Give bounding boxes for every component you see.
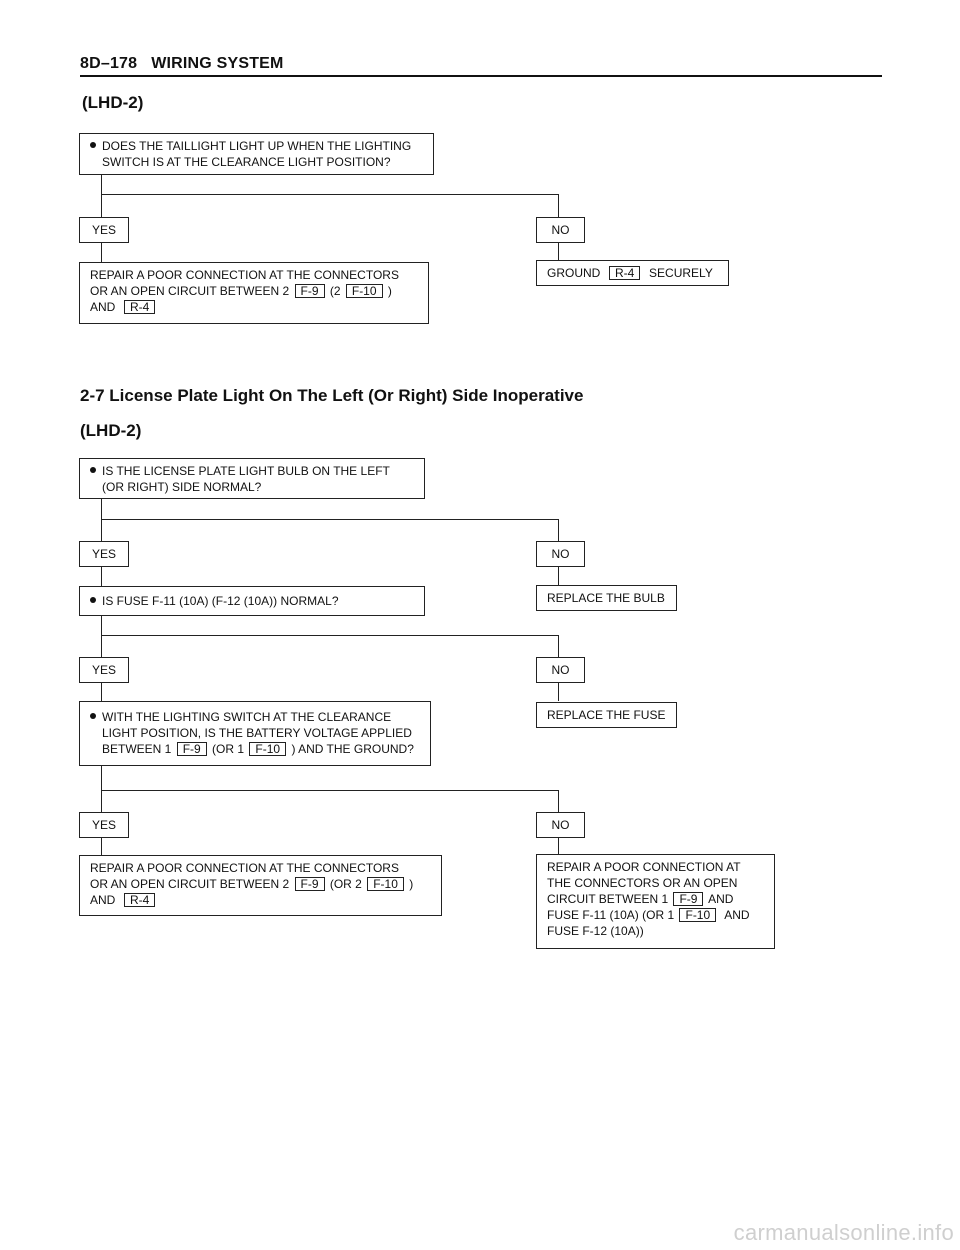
bullet-icon xyxy=(90,467,96,473)
bullet-icon xyxy=(90,597,96,603)
connector-tag: R-4 xyxy=(609,266,640,280)
connector-tag: R-4 xyxy=(124,300,155,314)
yes3-box: YES xyxy=(79,812,129,838)
q3-box: WITH THE LIGHTING SWITCH AT THE CLEARANCE LIGHT POSITION, IS THE BATTERY VOLTAGE APPLIED BETWEEN 1 F-9 (OR 1 F-10 ) AND THE GROUND? xyxy=(79,701,431,766)
connector-line xyxy=(101,567,102,586)
connector-line xyxy=(101,616,102,657)
repair-right-box: REPAIR A POOR CONNECTION AT THE CONNECTORS OR AN OPEN CIRCUIT BETWEEN 1 F-9 AND FUSE F-11 (10A) (OR 1 F-10 AND FUSE F-12 (10A)) xyxy=(536,854,775,949)
repair-left-line1: REPAIR A POOR CONNECTION AT THE CONNECTORS xyxy=(90,861,399,875)
connector-line xyxy=(101,243,102,262)
connector-tag: F-9 xyxy=(673,892,703,906)
section-title: 2-7 License Plate Light On The Left (Or Right) Side Inoperative xyxy=(80,386,584,405)
bullet-icon xyxy=(90,142,96,148)
page-number: 8D–178 xyxy=(80,55,138,72)
watermark: carmanualsonline.info xyxy=(733,1220,954,1245)
connector-line xyxy=(558,790,559,812)
connector-line xyxy=(558,635,559,657)
connector-line xyxy=(558,683,559,701)
connector-line xyxy=(558,519,559,541)
connector-line xyxy=(101,635,558,636)
replace-fuse-box: REPLACE THE FUSE xyxy=(536,702,677,728)
connector-tag: F-9 xyxy=(295,284,325,298)
q1-line2: (OR RIGHT) SIDE NORMAL? xyxy=(102,480,262,494)
section-lhd-label: (LHD-2) xyxy=(80,421,142,440)
top-repair-line1: REPAIR A POOR CONNECTION AT THE CONNECTORS xyxy=(90,268,399,282)
section-name: WIRING SYSTEM xyxy=(151,55,284,72)
connector-tag: F-10 xyxy=(367,877,404,891)
q1-line1: IS THE LICENSE PLATE LIGHT BULB ON THE LEFT xyxy=(102,464,390,478)
no2-box: NO xyxy=(536,657,585,683)
replace-bulb-box: REPLACE THE BULB xyxy=(536,585,677,611)
top-question-box xyxy=(79,133,434,175)
top-ground-box: GROUND R-4 SECURELY xyxy=(536,260,729,286)
repair-right-line1: REPAIR A POOR CONNECTION AT xyxy=(547,860,741,874)
page-header xyxy=(80,55,284,73)
connector-tag: F-9 xyxy=(295,877,325,891)
q3-line2: LIGHT POSITION, IS THE BATTERY VOLTAGE APPLIED xyxy=(102,726,412,740)
q2-text: IS FUSE F-11 (10A) (F-12 (10A)) NORMAL? xyxy=(102,594,339,608)
no3-box: NO xyxy=(536,812,585,838)
repair-right-line2: THE CONNECTORS OR AN OPEN xyxy=(547,876,738,890)
connector-line xyxy=(558,194,559,217)
repair-left-box: REPAIR A POOR CONNECTION AT THE CONNECTORS OR AN OPEN CIRCUIT BETWEEN 2 F-9 (OR 2 F-10 ) AND R-4 xyxy=(79,855,442,916)
top-question-line1: DOES THE TAILLIGHT LIGHT UP WHEN THE LIGHTING xyxy=(102,139,412,153)
connector-tag: F-9 xyxy=(177,742,207,756)
connector-line xyxy=(101,194,558,195)
connector-line xyxy=(558,838,559,854)
connector-line xyxy=(558,243,559,260)
connector-tag: F-10 xyxy=(249,742,286,756)
top-yes-box: YES xyxy=(79,217,129,243)
yes1-box: YES xyxy=(79,541,129,567)
header-rule xyxy=(80,75,882,77)
q3-line1: WITH THE LIGHTING SWITCH AT THE CLEARANCE xyxy=(102,710,392,724)
q2-box xyxy=(79,586,425,616)
connector-line xyxy=(101,766,102,812)
connector-tag: R-4 xyxy=(124,893,155,907)
connector-line xyxy=(101,499,102,541)
repair-right-line5: FUSE F-12 (10A)) xyxy=(547,924,644,938)
no1-box: NO xyxy=(536,541,585,567)
top-question-line2: SWITCH IS AT THE CLEARANCE LIGHT POSITION? xyxy=(102,155,391,169)
connector-line xyxy=(101,175,102,217)
top-lhd-label: (LHD-2) xyxy=(82,93,144,112)
top-no-box: NO xyxy=(536,217,585,243)
connector-line xyxy=(101,519,558,520)
connector-line xyxy=(101,790,558,791)
connector-tag: F-10 xyxy=(346,284,383,298)
connector-line xyxy=(101,838,102,855)
connector-line xyxy=(101,683,102,701)
connector-tag: F-10 xyxy=(679,908,716,922)
yes2-box: YES xyxy=(79,657,129,683)
connector-line xyxy=(558,567,559,585)
top-repair-box: REPAIR A POOR CONNECTION AT THE CONNECTORS OR AN OPEN CIRCUIT BETWEEN 2 F-9 (2 F-10 ) AND R-4 xyxy=(79,262,429,324)
q1-box xyxy=(79,458,425,499)
bullet-icon xyxy=(90,713,96,719)
